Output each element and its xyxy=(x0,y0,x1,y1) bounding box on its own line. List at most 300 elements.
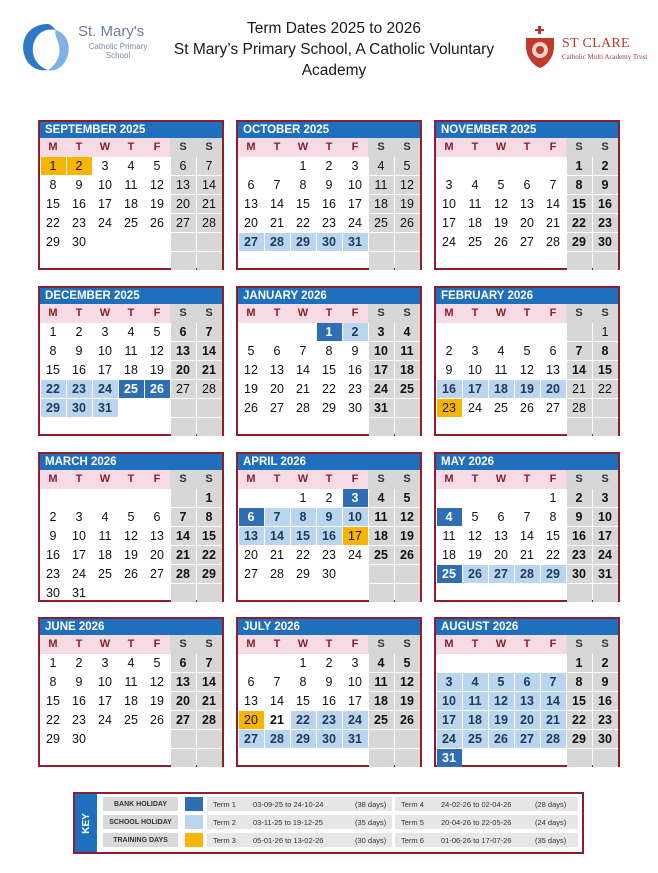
empty-day-cell xyxy=(515,489,540,507)
day-cell: 16 xyxy=(567,527,592,545)
day-of-week-header: F xyxy=(342,304,368,323)
empty-day-cell xyxy=(541,157,566,175)
day-cell: 19 xyxy=(395,692,420,710)
empty-day-cell xyxy=(489,418,514,436)
day-of-week-header: F xyxy=(342,635,368,654)
day-cell: 17 xyxy=(593,527,618,545)
day-cell: 24 xyxy=(348,216,362,230)
empty-day-cell xyxy=(489,749,514,767)
empty-day-cell xyxy=(567,584,592,602)
day-of-week-header: W xyxy=(488,470,514,489)
day-cell: 17 xyxy=(348,197,362,212)
day-cell: 11 xyxy=(369,508,394,526)
day-of-week-header: W xyxy=(488,635,514,654)
day-cell: 28 xyxy=(197,214,222,232)
day-cell: 30 xyxy=(317,233,342,251)
day-cell: 11 xyxy=(369,176,394,194)
empty-day-cell xyxy=(463,323,488,341)
day-cell: 22 xyxy=(567,214,592,232)
day-cell: 18 xyxy=(369,527,394,545)
day-cell: 15 xyxy=(197,527,222,545)
month-days-grid xyxy=(238,470,420,602)
day-cell: 21 xyxy=(546,216,560,230)
day-cell: 27 xyxy=(239,730,264,748)
day-cell: 26 xyxy=(489,730,514,748)
month-5 xyxy=(236,286,422,436)
day-cell: 28 xyxy=(515,565,540,583)
empty-day-cell xyxy=(145,418,170,436)
day-cell: 6 xyxy=(247,675,255,690)
month-title: JANUARY 2026 xyxy=(238,288,420,304)
day-cell: 22 xyxy=(197,546,222,564)
day-cell: 7 xyxy=(171,508,196,526)
day-cell: 19 xyxy=(150,694,164,709)
empty-day-cell xyxy=(171,730,196,748)
day-cell: 24 xyxy=(343,711,368,729)
empty-day-cell xyxy=(265,654,290,672)
day-cell: 24 xyxy=(72,566,86,581)
empty-day-cell xyxy=(119,584,144,602)
day-cell: 3 xyxy=(101,656,109,671)
day-of-week-header: M xyxy=(436,635,462,654)
empty-day-cell xyxy=(515,749,540,767)
day-of-week-header: T xyxy=(118,138,144,157)
day-of-week-header: W xyxy=(92,138,118,157)
empty-day-cell xyxy=(171,418,196,436)
empty-day-cell xyxy=(463,418,488,436)
empty-day-cell xyxy=(119,252,144,270)
day-cell: 3 xyxy=(593,489,618,507)
empty-day-cell xyxy=(515,418,540,436)
empty-day-cell xyxy=(463,489,488,507)
day-cell: 3 xyxy=(343,489,368,507)
day-cell: 12 xyxy=(489,692,514,710)
day-cell: 16 xyxy=(348,363,362,378)
day-of-week-header: S xyxy=(170,138,196,157)
month-days-grid xyxy=(436,138,618,270)
day-cell: 5 xyxy=(471,510,479,525)
day-cell: 24 xyxy=(593,546,618,564)
day-of-week-header: M xyxy=(436,470,462,489)
day-cell: 11 xyxy=(468,197,482,212)
day-cell: 15 xyxy=(296,694,310,709)
day-cell: 28 xyxy=(171,565,196,583)
day-cell: 13 xyxy=(520,197,534,212)
day-cell: 29 xyxy=(541,565,566,583)
day-cell: 29 xyxy=(567,730,592,748)
day-cell: 10 xyxy=(72,529,86,544)
empty-day-cell xyxy=(197,233,222,251)
empty-day-cell xyxy=(145,252,170,270)
month-1 xyxy=(38,120,224,270)
empty-day-cell xyxy=(395,233,420,251)
day-cell: 12 xyxy=(395,176,420,194)
day-cell: 7 xyxy=(273,178,281,193)
day-of-week-header: T xyxy=(316,304,342,323)
day-cell: 21 xyxy=(567,380,592,398)
day-cell: 12 xyxy=(494,197,508,212)
day-of-week-header: S xyxy=(566,138,592,157)
day-cell: 21 xyxy=(197,692,222,710)
day-cell: 13 xyxy=(244,197,258,212)
empty-day-cell xyxy=(369,749,394,767)
day-of-week-header: F xyxy=(540,470,566,489)
day-cell: 26 xyxy=(124,566,138,581)
month-days-grid xyxy=(238,635,420,767)
empty-day-cell xyxy=(567,749,592,767)
day-cell: 20 xyxy=(244,216,258,230)
day-cell: 26 xyxy=(244,400,258,415)
day-cell: 11 xyxy=(369,673,394,691)
empty-day-cell xyxy=(515,323,540,341)
day-cell: 6 xyxy=(239,508,264,526)
empty-day-cell xyxy=(463,584,488,602)
day-of-week-header: S xyxy=(592,138,618,157)
day-of-week-header: W xyxy=(488,138,514,157)
day-of-week-header: F xyxy=(144,470,170,489)
day-cell: 30 xyxy=(317,730,342,748)
empty-day-cell xyxy=(567,252,592,270)
empty-day-cell xyxy=(41,418,66,436)
month-title: AUGUST 2026 xyxy=(436,619,618,635)
day-cell: 7 xyxy=(265,508,290,526)
day-cell: 19 xyxy=(489,711,514,729)
empty-day-cell xyxy=(489,654,514,672)
day-cell: 24 xyxy=(437,730,462,748)
month-days-grid xyxy=(436,304,618,436)
day-cell: 22 xyxy=(296,216,310,230)
day-cell: 14 xyxy=(171,527,196,545)
day-cell: 29 xyxy=(322,400,336,415)
day-cell: 18 xyxy=(489,380,514,398)
day-cell: 9 xyxy=(317,508,342,526)
empty-day-cell xyxy=(67,489,92,507)
day-cell: 7 xyxy=(299,344,307,359)
day-cell: 16 xyxy=(46,548,60,562)
month-10 xyxy=(38,617,224,767)
day-cell: 1 xyxy=(299,656,307,671)
empty-day-cell xyxy=(239,654,264,672)
day-cell: 3 xyxy=(101,325,109,340)
day-cell: 15 xyxy=(46,363,60,378)
day-cell: 14 xyxy=(546,197,560,212)
empty-day-cell xyxy=(41,749,66,767)
day-cell: 28 xyxy=(265,233,290,251)
day-cell: 16 xyxy=(72,197,86,212)
empty-day-cell xyxy=(437,418,462,436)
day-cell: 15 xyxy=(296,197,310,212)
day-cell: 4 xyxy=(127,325,135,340)
day-cell: 9 xyxy=(593,673,618,691)
empty-day-cell xyxy=(239,157,264,175)
day-cell: 4 xyxy=(101,510,109,525)
day-cell: 10 xyxy=(468,363,482,378)
day-cell: 15 xyxy=(291,527,316,545)
empty-day-cell xyxy=(239,418,264,436)
day-cell: 5 xyxy=(395,489,420,507)
empty-day-cell xyxy=(343,418,368,436)
day-cell: 4 xyxy=(369,489,394,507)
empty-day-cell xyxy=(437,157,462,175)
day-cell: 18 xyxy=(463,711,488,729)
day-cell: 7 xyxy=(549,178,557,193)
day-of-week-header: S xyxy=(196,635,222,654)
day-cell: 18 xyxy=(98,548,112,562)
empty-day-cell xyxy=(119,749,144,767)
empty-day-cell xyxy=(343,252,368,270)
empty-day-cell xyxy=(395,418,420,436)
day-of-week-header: T xyxy=(66,470,92,489)
day-of-week-header: S xyxy=(368,470,394,489)
month-6 xyxy=(434,286,620,436)
day-of-week-header: S xyxy=(592,635,618,654)
day-of-week-header: S xyxy=(394,470,420,489)
day-cell: 1 xyxy=(41,157,66,175)
logo-name: St. Mary's xyxy=(78,23,145,40)
day-cell: 20 xyxy=(515,711,540,729)
day-cell: 19 xyxy=(468,548,482,562)
day-cell: 30 xyxy=(593,730,618,748)
empty-day-cell xyxy=(369,584,394,602)
day-cell: 18 xyxy=(124,694,138,709)
day-of-week-header: W xyxy=(290,304,316,323)
day-of-week-header: T xyxy=(118,635,144,654)
day-cell: 3 xyxy=(351,656,359,671)
day-cell: 24 xyxy=(442,234,456,249)
day-cell: 15 xyxy=(567,692,592,710)
day-of-week-header: T xyxy=(316,138,342,157)
day-cell: 16 xyxy=(437,380,462,398)
day-cell: 15 xyxy=(567,195,592,213)
day-cell: 1 xyxy=(299,159,307,174)
day-cell: 5 xyxy=(127,510,135,525)
empty-day-cell xyxy=(515,157,540,175)
day-cell: 24 xyxy=(348,548,362,562)
day-cell: 17 xyxy=(369,361,394,379)
day-cell: 16 xyxy=(593,692,618,710)
empty-day-cell xyxy=(317,749,342,767)
swirl-logo-icon xyxy=(18,18,78,74)
empty-day-cell xyxy=(567,323,592,341)
day-cell: 14 xyxy=(296,363,310,378)
day-cell: 4 xyxy=(127,656,135,671)
empty-day-cell xyxy=(171,399,196,417)
empty-day-cell xyxy=(437,489,462,507)
empty-day-cell xyxy=(541,418,566,436)
empty-day-cell xyxy=(291,252,316,270)
day-cell: 3 xyxy=(445,178,453,193)
day-cell: 18 xyxy=(468,216,482,230)
day-of-week-header: S xyxy=(566,470,592,489)
empty-day-cell xyxy=(437,252,462,270)
day-cell: 7 xyxy=(197,157,222,175)
day-cell: 1 xyxy=(567,654,592,672)
day-cell: 13 xyxy=(171,673,196,691)
day-cell: 20 xyxy=(520,216,534,230)
day-cell: 8 xyxy=(49,178,57,193)
empty-day-cell xyxy=(239,323,264,341)
empty-day-cell xyxy=(197,418,222,436)
day-of-week-header: T xyxy=(118,304,144,323)
day-cell: 2 xyxy=(49,510,57,525)
day-cell: 8 xyxy=(49,675,57,690)
day-cell: 15 xyxy=(322,363,336,378)
day-of-week-header: W xyxy=(92,304,118,323)
day-cell: 2 xyxy=(593,157,618,175)
logo-subtitle: Catholic Primary School xyxy=(88,42,148,60)
empty-day-cell xyxy=(171,584,196,602)
month-title: APRIL 2026 xyxy=(238,454,420,470)
day-cell: 29 xyxy=(41,399,66,417)
day-cell: 4 xyxy=(127,159,135,174)
empty-day-cell xyxy=(369,730,394,748)
day-cell: 21 xyxy=(296,382,310,396)
day-cell: 5 xyxy=(497,178,505,193)
day-cell: 11 xyxy=(442,529,456,544)
day-cell: 6 xyxy=(497,510,505,525)
day-cell: 30 xyxy=(67,399,92,417)
day-cell: 10 xyxy=(593,508,618,526)
day-cell: 31 xyxy=(343,233,368,251)
day-cell: 16 xyxy=(593,195,618,213)
day-cell: 9 xyxy=(49,529,57,544)
day-cell: 23 xyxy=(67,380,92,398)
day-cell: 12 xyxy=(395,673,420,691)
empty-day-cell xyxy=(41,489,66,507)
month-days-grid xyxy=(40,635,222,767)
day-cell: 26 xyxy=(395,214,420,232)
empty-day-cell xyxy=(239,489,264,507)
day-cell: 17 xyxy=(348,694,362,709)
day-cell: 14 xyxy=(197,342,222,360)
day-of-week-header: T xyxy=(264,635,290,654)
month-title: MARCH 2026 xyxy=(40,454,222,470)
day-cell: 8 xyxy=(291,508,316,526)
day-cell: 12 xyxy=(468,529,482,544)
empty-day-cell xyxy=(171,749,196,767)
day-cell: 6 xyxy=(171,654,196,672)
day-of-week-header: F xyxy=(144,635,170,654)
empty-day-cell xyxy=(437,323,462,341)
day-cell: 30 xyxy=(567,565,592,583)
empty-day-cell xyxy=(489,157,514,175)
empty-day-cell xyxy=(489,323,514,341)
day-cell: 5 xyxy=(489,673,514,691)
month-11 xyxy=(236,617,422,767)
empty-day-cell xyxy=(265,252,290,270)
day-cell: 25 xyxy=(369,711,394,729)
day-cell: 2 xyxy=(593,654,618,672)
training-days-swatch xyxy=(185,833,203,847)
empty-day-cell xyxy=(541,252,566,270)
day-cell: 27 xyxy=(171,214,196,232)
day-cell: 22 xyxy=(567,711,592,729)
empty-day-cell xyxy=(93,489,118,507)
day-cell: 7 xyxy=(567,342,592,360)
day-cell: 8 xyxy=(567,673,592,691)
empty-day-cell xyxy=(145,584,170,602)
day-of-week-header: M xyxy=(238,470,264,489)
day-cell: 22 xyxy=(291,711,316,729)
day-of-week-header: T xyxy=(264,470,290,489)
day-of-week-header: T xyxy=(462,138,488,157)
day-cell: 13 xyxy=(150,529,164,544)
empty-day-cell xyxy=(171,252,196,270)
empty-day-cell xyxy=(395,252,420,270)
day-cell: 31 xyxy=(593,565,618,583)
day-cell: 25 xyxy=(98,566,112,581)
title-line-2: St Mary’s Primary School, A Catholic Voluntary xyxy=(173,41,495,58)
day-cell: 8 xyxy=(325,344,333,359)
day-cell: 13 xyxy=(171,176,196,194)
day-cell: 19 xyxy=(244,382,258,396)
day-of-week-header: M xyxy=(40,138,66,157)
day-of-week-header: M xyxy=(436,138,462,157)
empty-day-cell xyxy=(463,252,488,270)
month-title: MAY 2026 xyxy=(436,454,618,470)
empty-day-cell xyxy=(437,654,462,672)
day-of-week-header: S xyxy=(368,304,394,323)
empty-day-cell xyxy=(239,584,264,602)
day-cell: 28 xyxy=(296,400,310,415)
empty-day-cell xyxy=(489,252,514,270)
day-cell: 17 xyxy=(442,216,456,230)
empty-day-cell xyxy=(197,399,222,417)
day-cell: 4 xyxy=(497,344,505,359)
day-cell: 20 xyxy=(239,711,264,729)
day-cell: 28 xyxy=(197,711,222,729)
day-cell: 25 xyxy=(463,730,488,748)
day-cell: 20 xyxy=(494,548,508,562)
day-cell: 20 xyxy=(171,361,196,379)
day-of-week-header: T xyxy=(316,635,342,654)
day-cell: 30 xyxy=(72,234,86,249)
day-cell: 24 xyxy=(98,713,112,727)
day-cell: 11 xyxy=(124,178,138,193)
day-cell: 16 xyxy=(317,527,342,545)
day-cell: 1 xyxy=(49,656,57,671)
empty-day-cell xyxy=(593,418,618,436)
empty-day-cell xyxy=(119,730,144,748)
page-title xyxy=(160,18,508,81)
day-cell: 4 xyxy=(395,323,420,341)
day-cell: 27 xyxy=(150,566,164,581)
day-cell: 17 xyxy=(72,548,86,562)
day-cell: 16 xyxy=(322,694,336,709)
day-cell: 9 xyxy=(567,508,592,526)
day-cell: 5 xyxy=(523,344,531,359)
day-cell: 2 xyxy=(325,656,333,671)
day-cell: 22 xyxy=(46,216,60,230)
day-cell: 2 xyxy=(445,344,453,359)
day-cell: 25 xyxy=(124,713,138,727)
empty-day-cell xyxy=(395,399,420,417)
day-cell: 31 xyxy=(369,399,394,417)
empty-day-cell xyxy=(291,323,316,341)
empty-day-cell xyxy=(197,584,222,602)
day-cell: 27 xyxy=(171,711,196,729)
day-cell: 19 xyxy=(124,548,138,562)
trust-name: ST CLARE xyxy=(562,36,630,51)
key-school-holiday-label: SCHOOL HOLIDAY xyxy=(103,815,178,829)
day-cell: 21 xyxy=(270,216,284,230)
empty-day-cell xyxy=(291,749,316,767)
day-cell: 9 xyxy=(325,178,333,193)
key-training-days-label: TRAINING DAYS xyxy=(103,833,178,847)
day-cell: 23 xyxy=(322,548,336,562)
day-cell: 21 xyxy=(197,195,222,213)
day-cell: 30 xyxy=(348,400,362,415)
